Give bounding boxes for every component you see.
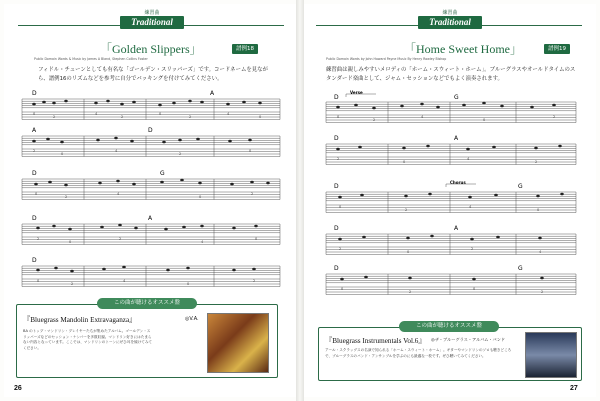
svg-text:0: 0 bbox=[339, 205, 342, 209]
chord-label: D bbox=[334, 94, 339, 101]
album-description: アール・スクラッグスの名演で知られる「ホーム・スウィート・ホーム」。ギターやマンドリンのソロも聴きどころで、ブルーグラスのバンド・アンサンブルを学ぶのにも最適な一枚です。ぜひ聴いてみてください。 bbox=[325, 348, 512, 358]
svg-text:2: 2 bbox=[471, 247, 474, 251]
svg-text:0: 0 bbox=[69, 240, 72, 244]
svg-text:0: 0 bbox=[249, 149, 252, 153]
chord-label: A bbox=[148, 215, 153, 222]
svg-text:2: 2 bbox=[37, 237, 40, 241]
recommended-album-box bbox=[16, 300, 278, 378]
svg-text:0: 0 bbox=[255, 237, 258, 241]
chord-label: D bbox=[32, 170, 37, 177]
svg-text:2: 2 bbox=[189, 115, 192, 119]
song-intro: フィドル・チューンとしても有名な「ゴールデン・スリッパーズ」です。コードネームを見ながら、譜例16のリズムなどを参考に自分でバッキングを付けてみてください。 bbox=[38, 67, 268, 82]
page-number: 26 bbox=[14, 385, 22, 392]
song-title: 「Home Sweet Home」 bbox=[404, 42, 522, 56]
svg-text:4: 4 bbox=[95, 112, 98, 116]
album-description: BA のトップ・マンドリン・プレイヤーたちが集めたアルバム。ゴールデン・スリッパーズなどのセッション・ナンバーを多数収録。マンドリン好きにはたまらない内容となっています。ここでは、マンドリンのトーンにぜひ耳を傾けてみてください。 bbox=[23, 329, 153, 350]
chord-label: A bbox=[454, 225, 459, 232]
chord-label: A bbox=[32, 127, 37, 134]
chord-label: D bbox=[334, 225, 339, 232]
svg-text:0: 0 bbox=[407, 250, 410, 254]
svg-text:2: 2 bbox=[541, 290, 544, 294]
svg-text:0: 0 bbox=[259, 115, 262, 119]
chord-label: G bbox=[160, 170, 165, 177]
album-artist: ◎ザ・ブルーグラス・アルバム・バンド bbox=[431, 337, 506, 342]
svg-text:0: 0 bbox=[35, 192, 38, 196]
album-cover-image bbox=[207, 313, 269, 373]
svg-text:0: 0 bbox=[61, 152, 64, 156]
chord-label: G bbox=[518, 183, 523, 190]
svg-text:4: 4 bbox=[467, 157, 470, 161]
svg-text:2: 2 bbox=[409, 290, 412, 294]
svg-text:4: 4 bbox=[469, 205, 472, 209]
chord-label: D bbox=[334, 183, 339, 190]
section-small-label: 練習曲 bbox=[144, 10, 160, 16]
svg-text:0: 0 bbox=[537, 208, 540, 212]
svg-text:0: 0 bbox=[187, 282, 190, 286]
album-artist: ◎V.A. bbox=[185, 316, 199, 322]
chord-label: D bbox=[334, 135, 339, 142]
svg-text:4: 4 bbox=[123, 279, 126, 283]
notes-system-3 bbox=[34, 179, 270, 187]
svg-text:0: 0 bbox=[33, 112, 36, 116]
notes-system-1 bbox=[32, 100, 262, 107]
recommended-album-box bbox=[318, 323, 582, 381]
svg-text:4: 4 bbox=[227, 112, 230, 116]
chord-label: D bbox=[334, 265, 339, 272]
notes-system-4 bbox=[36, 224, 258, 231]
svg-text:2: 2 bbox=[337, 157, 340, 161]
chorus-label: Chorus bbox=[450, 180, 466, 185]
svg-text:4: 4 bbox=[201, 240, 204, 244]
svg-text:2: 2 bbox=[53, 115, 56, 119]
svg-text:0: 0 bbox=[159, 112, 162, 116]
chord-label: D bbox=[32, 90, 37, 97]
example-badge: 譜例18 bbox=[232, 44, 258, 54]
svg-text:2: 2 bbox=[339, 247, 342, 251]
svg-text:0: 0 bbox=[483, 118, 486, 122]
svg-text:2: 2 bbox=[179, 152, 182, 156]
song-intro: 練習曲は親しみやすいメロディの「ホーム・スウィート・ホーム」。ブルーグラスやオールドタイムのスタンダード楽曲として、ジャム・セッションなどでもよく演奏されます。 bbox=[326, 67, 576, 82]
left-page bbox=[4, 4, 296, 397]
svg-text:0: 0 bbox=[37, 279, 40, 283]
svg-text:2: 2 bbox=[65, 195, 68, 199]
verse-label: Verse bbox=[350, 90, 363, 95]
svg-text:2: 2 bbox=[251, 192, 254, 196]
section-small-label: 練習曲 bbox=[442, 10, 458, 16]
song-title: 「Golden Slippers」 bbox=[100, 42, 202, 56]
svg-text:2: 2 bbox=[535, 160, 538, 164]
svg-text:2: 2 bbox=[119, 237, 122, 241]
song-credits: Public Domain Words by John Howard Payne Music By Henry Rowley Bishop bbox=[326, 57, 447, 61]
chord-label: A bbox=[210, 90, 215, 97]
example-badge: 譜例19 bbox=[544, 44, 570, 54]
recommended-header: この曲が聴けるオススメ盤 bbox=[97, 298, 197, 309]
svg-text:4: 4 bbox=[115, 149, 118, 153]
svg-text:4: 4 bbox=[421, 115, 424, 119]
svg-text:4: 4 bbox=[539, 250, 542, 254]
svg-text:2: 2 bbox=[253, 279, 256, 283]
chord-label: G bbox=[454, 94, 459, 101]
svg-text:2: 2 bbox=[553, 115, 556, 119]
svg-text:2: 2 bbox=[33, 149, 36, 153]
svg-text:0: 0 bbox=[473, 287, 476, 291]
svg-text:2: 2 bbox=[121, 115, 124, 119]
page-number: 27 bbox=[570, 385, 578, 392]
chord-label: D bbox=[148, 127, 153, 134]
svg-text:0: 0 bbox=[337, 115, 340, 119]
svg-text:2: 2 bbox=[373, 118, 376, 122]
svg-text:2: 2 bbox=[71, 282, 74, 286]
svg-text:4: 4 bbox=[117, 192, 120, 196]
book-gutter bbox=[296, 0, 304, 401]
chord-label: D bbox=[32, 257, 37, 264]
chord-label: D bbox=[32, 215, 37, 222]
recommended-header: この曲が聴けるオススメ盤 bbox=[399, 321, 499, 332]
section-banner: Traditional bbox=[418, 16, 482, 29]
svg-text:0: 0 bbox=[341, 287, 344, 291]
svg-text:2: 2 bbox=[405, 208, 408, 212]
right-page bbox=[304, 4, 596, 397]
notes-system-2 bbox=[32, 137, 252, 144]
chord-label: G bbox=[518, 265, 523, 272]
album-cover-image bbox=[525, 332, 577, 378]
svg-text:0: 0 bbox=[199, 195, 202, 199]
chord-label: A bbox=[454, 135, 459, 142]
song-credits: Public Domain Words & Music by James A Bland, Stephen Collins Foster bbox=[34, 57, 148, 61]
section-banner: Traditional bbox=[120, 16, 184, 29]
album-title: 『Bluegrass Instrumentals Vol.6』 bbox=[325, 337, 426, 345]
svg-text:0: 0 bbox=[403, 160, 406, 164]
album-title: 『Bluegrass Mandolin Extravaganza』 bbox=[23, 316, 137, 324]
